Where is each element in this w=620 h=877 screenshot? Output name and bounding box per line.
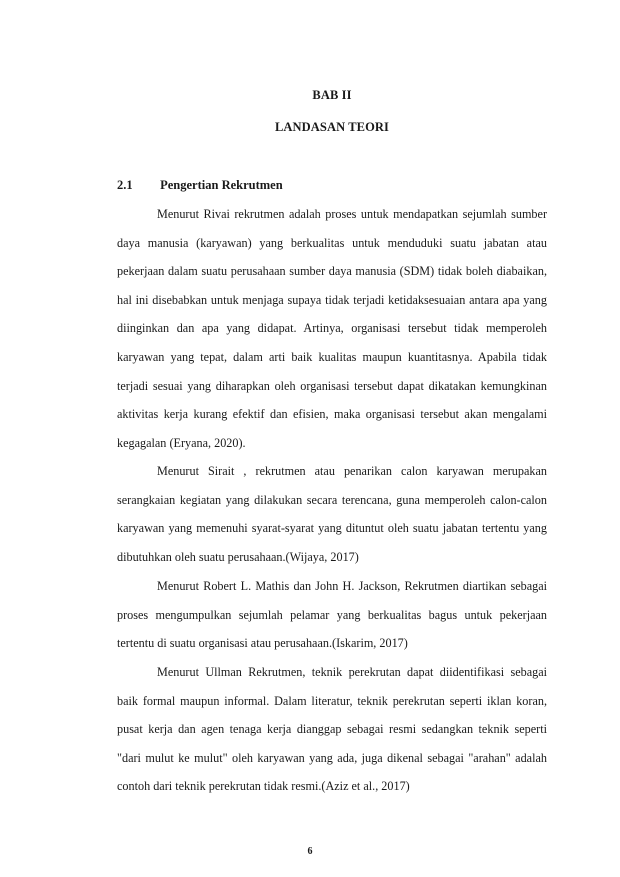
section-number: 2.1 (117, 178, 133, 192)
paragraph-line: Menurut Ullman Rekrutmen, teknik perekrutan dapat diidentifikasi sebagai (157, 665, 547, 679)
paragraph-line: contoh dari teknik perekrutan tidak resmi.(Aziz et al., 2017) (117, 779, 410, 794)
section-title: Pengertian Rekrutmen (160, 178, 283, 192)
paragraph-line: serangkaian kegiatan yang dilakukan secara terencana, guna memperoleh calon-calon (117, 492, 547, 507)
paragraph-line: dibutuhkan oleh suatu perusahaan.(Wijaya, 2017) (117, 549, 359, 564)
chapter-number: BAB II (312, 88, 352, 102)
chapter-title: LANDASAN TEORI (274, 120, 390, 134)
paragraph-line: aktivitas kerja kurang efektif dan efisien, maka organisasi tersebut akan mengalami (117, 407, 547, 422)
paragraph-ullman (117, 658, 547, 801)
paragraph-line: hal ini disebabkan untuk menjaga supaya tidak terjadi ketidaksesuaian antara apa yang (117, 292, 547, 307)
page-number: 6 (307, 846, 313, 857)
paragraph-line: "dari mulut ke mulut" oleh karyawan yang ada, juga dikenal sebagai "arahan" adalah (117, 750, 547, 765)
paragraph-line: Menurut Sirait , rekrutmen atau penarikan calon karyawan merupakan (157, 464, 547, 478)
paragraph-line: diinginkan dan apa yang didapat. Artinya, organisasi tersebut tidak memperoleh (117, 321, 547, 336)
paragraph-line: tertentu di suatu organisasi atau perusahaan.(Iskarim, 2017) (117, 636, 408, 651)
paragraph-rivai (117, 200, 547, 457)
paragraph-line: karyawan yang tepat, dalam arti baik kualitas maupun kuantitasnya. Apabila tidak (117, 349, 547, 364)
section-heading (117, 178, 283, 193)
paragraph-line: Menurut Robert L. Mathis dan John H. Jackson, Rekrutmen diartikan sebagai (157, 579, 547, 593)
paragraph-mathis-jackson (117, 572, 547, 658)
paragraph-line: pusat kerja dan agen tenaga kerja dianggap sebagai resmi sedangkan teknik seperti (117, 722, 547, 737)
paragraph-line: karyawan yang memenuhi syarat-syarat yang dituntut oleh suatu jabatan tertentu yang (117, 521, 547, 536)
paragraph-line: kegagalan (Eryana, 2020). (117, 435, 246, 450)
paragraph-line: terjadi sesuai yang diharapkan oleh organisasi tersebut dapat dikatakan kemungkinan (117, 378, 547, 393)
paragraph-line: baik formal maupun informal. Dalam literatur, teknik perekrutan seperti iklan koran, (117, 693, 547, 708)
paragraph-sirait (117, 457, 547, 571)
paragraph-line: pekerjaan dalam suatu perusahaan sumber daya manusia (SDM) tidak boleh diabaikan, (117, 264, 547, 279)
paragraph-line: daya manusia (karyawan) yang berkualitas untuk menduduki suatu jabatan atau (117, 235, 547, 250)
paragraph-line: Menurut Rivai rekrutmen adalah proses untuk mendapatkan sejumlah sumber (157, 207, 547, 221)
paragraph-line: proses mengumpulkan sejumlah pelamar yang berkualitas bagus untuk pekerjaan (117, 607, 547, 622)
